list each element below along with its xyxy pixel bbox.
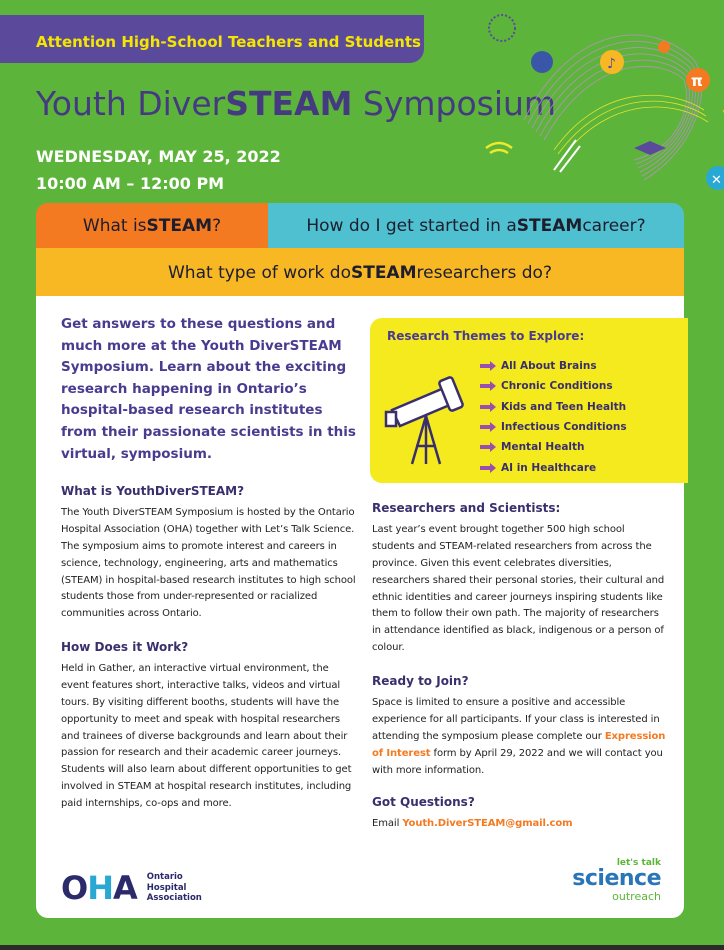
arrow-right-icon [480,402,496,412]
research-themes-box [370,318,688,483]
arrow-right-icon [480,361,496,371]
section-heading: Got Questions? [372,795,475,809]
arrow-right-icon [480,463,496,473]
section-what-is [61,483,356,623]
arrow-right-icon [480,442,496,452]
oha-name: Ontario Hospital Association [146,872,202,904]
section-ready [372,673,670,779]
theme-item: Chronic Conditions [480,376,627,396]
tab-type-of-work: What type of work do STEAM researchers do? [36,248,684,297]
section-heading: What is YouthDiverSTEAM? [61,484,245,498]
theme-item: All About Brains [480,356,627,376]
lets-talk-science-logo: let's talk science outreach [572,858,661,903]
section-body: Space is limited to ensure a positive and accessible experience for all participants. If your class is interested in attending the symposium please complete our Expression of Interest form by April 29, 2022 and we will contact you with more information. [372,696,666,776]
question-tabs [36,203,684,297]
event-date: WEDNESDAY, MAY 25, 2022 [36,147,281,166]
tab-get-started: How do I get started in a STEAM career? [268,203,684,248]
theme-item: AI in Healthcare [480,457,627,477]
tab-what-is-steam: What is STEAM ? [36,203,268,248]
wifi-icon [486,143,512,153]
content-card [36,296,684,918]
telescope-icon [384,368,474,468]
section-body: Held in Gather, an interactive virtual environment, the event features short, interactive talks, videos and virtual tours. By visiting different booths, students will have the opportunity to meet and speak with hospital researchers and trainees of diverse backgrounds and learn about their passion for research and their academic career journeys. Students will also learn about different opportunities to get involved in STEAM at hospital research institutes, including paid internships, co-ops and more. [61,662,352,810]
theme-item: Kids and Teen Health [480,397,627,417]
contact-email-link[interactable]: Youth.DiverSTEAM@gmail.com [402,817,573,829]
section-body: The Youth DiverSTEAM Symposium is hosted by the Ontario Hospital Association (OHA) together with Let’s Talk Science. The symposium aims to promote interest and careers in science, technology, engineering, arts and mathematics (STEAM) in hospital-based research institutes to high school students those from under-represented or racialized communities across Ontario. [61,506,356,620]
page-title: Youth DiverSTEAM Symposium [36,84,557,123]
svg-text:♪: ♪ [607,56,616,72]
section-questions [372,794,670,833]
section-heading: How Does it Work? [61,640,189,654]
expression-of-interest-link[interactable]: Expression of Interest [372,730,666,759]
section-how-it-works [61,639,356,813]
oha-wordmark: OHA [61,869,137,907]
circuit-icon [531,51,553,73]
theme-item: Infectious Conditions [480,417,627,437]
svg-text:✕: ✕ [711,173,722,188]
arrow-right-icon [480,381,496,391]
steam-decorative-art [394,0,724,205]
event-datetime [36,143,281,197]
gear-icon [658,41,670,53]
svg-text:π: π [691,72,703,90]
section-body: Email Youth.DiverSTEAM@gmail.com [372,817,573,829]
event-time: 10:00 AM – 12:00 PM [36,174,225,193]
arrow-right-icon [480,422,496,432]
section-heading: Researchers and Scientists: [372,501,561,515]
section-heading: Ready to Join? [372,674,469,688]
theme-item: Mental Health [480,437,627,457]
oha-logo [61,869,202,907]
section-body: Last year’s event brought together 500 high school students and STEAM-related researchers from across the province. Given this event celebrates diversities, researchers shared their personal stories, their cultural and ethnic identities and career journeys inspiring students like them to follow their own path. The majority of researchers in attendance identified as black, indigenous or a person of colour. [372,523,665,654]
audience-banner: Attention High-School Teachers and Students [0,15,424,63]
section-researchers [372,500,670,657]
themes-heading: Research Themes to Explore: [387,329,585,343]
intro-paragraph: Get answers to these questions and much more at the Youth DiverSTEAM Symposium. Learn about the exciting research happening in Ontario’s hospital-based research institutes from their passionate scientists in this virtual, symposium. [61,316,356,462]
bottom-strip [0,945,724,950]
graduation-cap-icon [634,141,666,155]
